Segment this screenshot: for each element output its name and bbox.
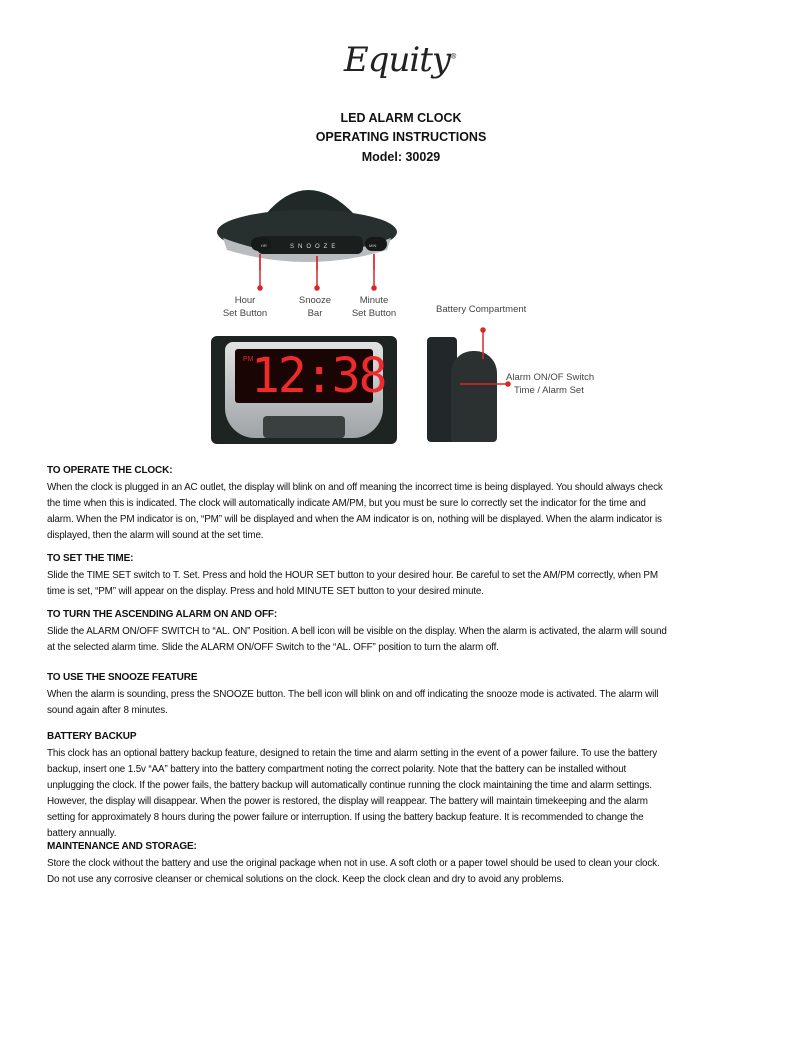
paragraph-line: Slide the ALARM ON/OFF SWITCH to “AL. ON” Position. A bell icon will be visible on the display. When the alarm is activated, the alarm will sound [47,626,667,637]
section [47,840,767,888]
label-line: Alarm ON/OF Switch [506,372,595,383]
section [47,552,767,600]
paragraph-line: unplugging the clock. If the power fails, the battery backup will automatically continue running the clock maintaining the time and alarm settings. [47,780,652,791]
label-line: Hour [234,295,256,306]
paragraph-line: setting for approximately 8 hours during the power failure or interruption. If using the battery backup feature. It is recommended to change the [47,812,644,823]
label-line: Time / Alarm Set [514,385,584,396]
paragraph-line: This clock has an optional battery backup feature, designed to retain the time and alarm setting in the event of a power failure. To use the battery [47,748,658,759]
section [47,671,767,719]
paragraph-line: at the selected alarm time. Slide the ALARM ON/OFF Switch to the “AL. OFF” position to turn the alarm off. [47,642,499,653]
alarm-switch-label [506,371,594,397]
paragraph-line: time is set, “PM” will appear on the display. Press and hold MINUTE SET button to your desired minute. [47,586,484,597]
paragraph-line: sound again after 8 minutes. [47,705,168,716]
hr-button-text: HR [261,243,267,248]
paragraph-line: battery annually. [47,828,117,839]
model-number: Model: 30029 [361,150,441,164]
snooze-bar-label [290,294,340,320]
callout-lines [215,170,400,290]
registered-mark: ® [450,52,457,61]
section-heading: MAINTENANCE AND STORAGE: [47,841,197,852]
paragraph-line: alarm. When the PM indicator is on, “PM” will be displayed and when the AM indicator is on, nothing will be displayed. When the alarm indicator is [47,514,662,525]
label-line: Set Button [222,308,268,319]
section-heading: TO OPERATE THE CLOCK: [47,465,173,476]
section-heading: TO TURN THE ASCENDING ALARM ON AND OFF: [47,609,278,620]
title-line-1: LED ALARM CLOCK [340,111,462,125]
paragraph-line: When the clock is plugged in an AC outlet, the display will blink on and off meaning the incorrect time is being displayed. You should always check [47,482,663,493]
equity-logo [340,40,460,80]
paragraph-line: Store the clock without the battery and use the original package when not in use. A soft cloth or a paper towel should be used to clean your clock. [47,858,660,869]
section-heading: BATTERY BACKUP [47,731,137,742]
hour-set-label [215,294,275,320]
paragraph-line: the time when this is indicated. The clock will automatically indicate AM/PM, but you must be sure lo correctly set the indicator for the time and [47,498,646,509]
section [47,730,767,842]
label-line: Snooze [298,295,332,306]
paragraph-line: However, the display will disappear. When the power is restored, the display will reappear. The battery will maintain timekeeping and the alarm [47,796,648,807]
label-line: Bar [307,308,323,319]
pm-indicator: PM [243,356,254,363]
min-button-text: MIN [369,243,377,248]
section [47,608,767,656]
paragraph-line: When the alarm is sounding, press the SNOOZE button. The bell icon will blink on and off indicating the snooze mode is activated. The alarm will [47,689,659,700]
led-time-display: 12:38 [251,348,386,404]
paragraph-line: Do not use any corrosive cleanser or chemical solutions on the clock. Keep the clock clean and dry to avoid any problems. [47,874,564,885]
label-line: Set Button [351,308,397,319]
paragraph-line: Slide the TIME SET switch to T. Set. Press and hold the HOUR SET button to your desired hour. Be careful to set the AM/PM correctly, when PM [47,570,658,581]
logo-text: Equity [343,40,451,80]
section-heading: TO SET THE TIME: [47,553,134,564]
snooze-text: SNOOZE [290,244,340,250]
title-line-2: OPERATING INSTRUCTIONS [315,130,487,144]
minute-set-label [344,294,404,320]
paragraph-line: backup, insert one 1.5v “AA” battery into the battery compartment noting the correct polarity. Note that the battery can be installed without [47,764,627,775]
label-line: Minute [359,295,389,306]
clock-front-view-image [211,336,397,444]
section [47,464,767,544]
battery-compartment-label: Battery Compartment [436,304,527,315]
section-heading: TO USE THE SNOOZE FEATURE [47,672,198,683]
paragraph-line: displayed, then the alarm will sound at the set time. [47,530,264,541]
